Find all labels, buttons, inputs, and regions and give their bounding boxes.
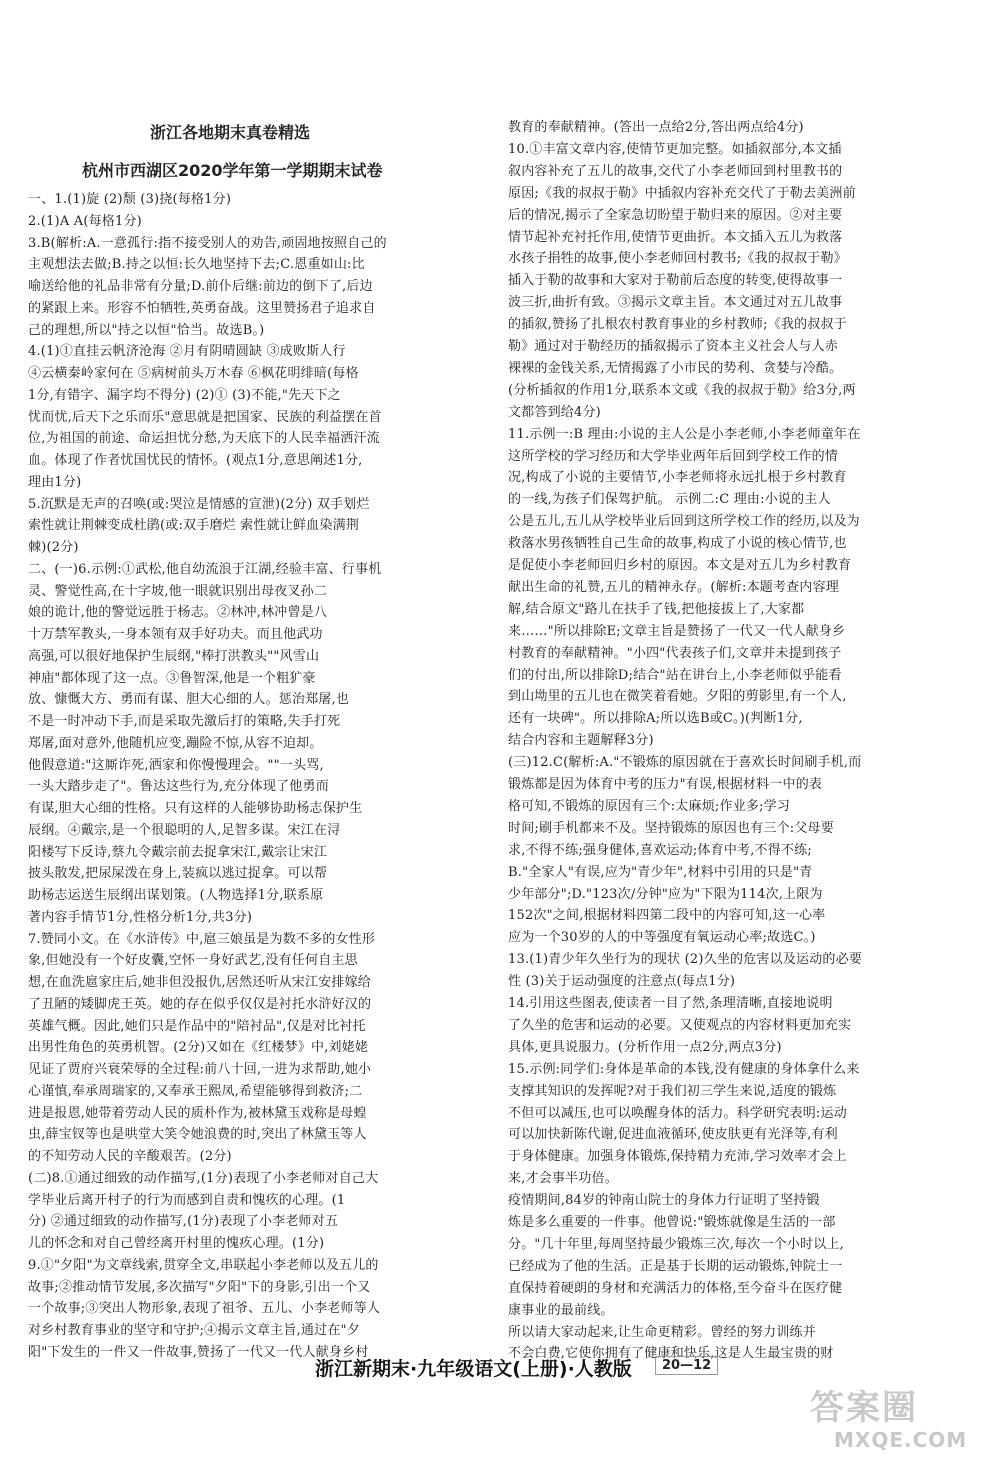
answer-line: 支撑其知识的发挥呢?对于我们初三学生来说,适度的锻炼 [508, 1083, 837, 1099]
answer-line: 来,才会事半功倍。 [508, 1171, 618, 1187]
answer-line: 波三折,曲折有致。③揭示文章主旨。本文通过对五儿故事 [508, 295, 843, 311]
answer-line: 喻送给他的礼品非常有分量;D.前仆后继:前边的倒下了,后边 [28, 279, 373, 294]
answer-line: 想,在血洗扈家庄后,她非但没报仇,居然还听从宋江安排嫁给 [28, 975, 371, 990]
answer-line: 还有一块碑"。所以排除A;所以选B或C。)(判断1分, [508, 711, 803, 727]
answer-line: 虫,薛宝钗等也是哄堂大笑令她浪费的时,突出了林黛玉等人 [28, 1127, 367, 1143]
answer-line: (二)8.①通过细致的动作描写,(1分)表现了小李老师对自己大 [28, 1170, 379, 1186]
answer-line: 进是报恩,她带着劳动人民的质朴作为,被林黛玉戏称是母蝗 [28, 1105, 367, 1121]
answer-line: 了久坐的危害和运动的必要。又使观点的内容材料更加充实 [508, 1017, 852, 1033]
answer-line: 救落水男孩牺牲自己生命的故事,构成了小说的核心情节,也 [508, 536, 847, 552]
answer-line: 分。"几十年里,每周坚持最少锻炼三次,每次一个小时以上, [508, 1236, 844, 1252]
answer-line: 村教育的奉献精神。"小四"代表孩子们,文章并未提到孩子 [508, 645, 842, 661]
answer-line: B."全家人"有误,应为"青少年",材料中引用的只是"青 [508, 864, 813, 880]
answer-line: 2.(1)A A(每格1分) [28, 213, 142, 229]
answer-line: 炼是多么重要的一件事。他曾说:"锻炼就像是生活的一部 [508, 1215, 836, 1230]
answer-line: 求,不得不练;强身健体,喜欢运动;体育中考,不得不练; [508, 842, 812, 858]
answer-line: 是促使小李老师回归乡村的原因。本文是对五儿为乡村教育 [508, 558, 852, 573]
answer-line: 出男性角色的英勇机智。(2分)又如在《红楼梦》中,刘姥姥 [28, 1040, 369, 1056]
answer-line: (三)12.C(解析:A."不锻炼的原因就在于喜欢长时间刷手机,而 [508, 755, 862, 771]
answer-line: 对乡村教育事业的坚守和守护;④揭示文章主旨,通过在"夕 [28, 1323, 360, 1338]
answer-line: 文都答到给4分) [508, 404, 601, 420]
answer-line: 后的情况,揭示了全家急切盼望于勒归来的原因。②对主要 [508, 207, 843, 223]
answer-line: 解,结合原文"路儿在扶手了钱,把他接拔上了,大家都 [508, 601, 805, 617]
answer-line: 锻炼都是因为体育中考的压力"有误,根据材料一中的表 [508, 777, 823, 792]
answer-line: 学毕业后离开村子的行为而感到自责和愧疚的心理。(1 [28, 1192, 346, 1208]
answer-line: 助杨志运送生辰纲出谋划策。(人物选择1分,联系原 [28, 888, 324, 903]
answer-line: 152次"之间,根据材料四第二段中的内容可知,这一心率 [508, 908, 826, 924]
page-number: 20—12 [655, 1356, 718, 1375]
answer-line: 不会白费,它使你拥有了健康和快乐,这是人生最宝贵的财 [508, 1346, 834, 1362]
exam-title: 杭州市西湖区2020学年第一学期期末试卷 [82, 161, 383, 180]
answer-line: 疫情期间,84岁的钟南山院士的身体力行证明了坚持锻 [508, 1193, 820, 1209]
answer-line: 15.示例:同学们:身体是革命的本钱,没有健康的身体拿什么来 [508, 1061, 860, 1077]
answer-line: 来……"所以排除E;文章主旨是赞扬了一代又一代人献身乡 [508, 623, 846, 639]
answer-line: 7.赞同小文。在《水浒传》中,扈三娘虽是为数不多的女性形 [28, 931, 376, 947]
answer-line: 阳"下发生的一件又一件故事,赞扬了一代又一代人献身乡村 [28, 1344, 369, 1360]
answer-line: 于身体健康。加强身体锻炼,保持精力充沛,学习效率才会上 [508, 1149, 847, 1165]
answer-line: 的不知劳动人民的辛酸艰苦。(2分) [28, 1149, 232, 1164]
answer-line: 时间;刷手机都来不及。坚持锻炼的原因也有三个:父母要 [508, 820, 834, 836]
answer-line: 阳楼写下反诗,蔡九令戴宗前去捉拿宋江,戴宗让宋江 [28, 844, 328, 860]
answer-line: 一个故事;③突出人物形象,表现了祖爷、五儿、小李老师等人 [28, 1301, 381, 1317]
answer-line: 见证了贾府兴衰荣辱的全过程:前八十回,一进为求帮助,她小 [28, 1062, 372, 1077]
answer-line: 直保持着硬朗的身材和充满活力的体格,至今奋斗在医疗健 [508, 1280, 843, 1296]
answer-line: 情节起补充衬托作用,使情节更曲折。本文插入五儿为救落 [508, 229, 843, 245]
watermark-logo: 答案圈 [810, 1388, 918, 1428]
answer-line: 14.引用这些图表,使读者一目了然,条理清晰,直接地说明 [508, 996, 833, 1011]
answer-line: 放、慷慨大方、勇而有谋、胆大心细的人。惩治郑屠,也 [28, 692, 350, 708]
answer-line: 叙内容补充了五儿的故事,交代了小李老师回到村里教书的 [508, 163, 843, 179]
answer-line: 二、(一)6.示例:①武松,他自幼流浪于江湖,经验丰富、行事机 [28, 561, 382, 577]
answer-line: 9.①"夕阳"为文章线索,贯穿全文,串联起小李老师以及五儿的 [28, 1257, 379, 1273]
answer-line: 具体,更具说服力。(分析作用一点2分,两点3分) [508, 1039, 782, 1055]
answer-line: 献出生命的礼赞,五儿的精神永存。(解析:本题考查内容理 [508, 579, 839, 595]
answer-line: ④云横秦岭家何在 ⑤病树前头万木春 ⑥枫花明绯暗(每格 [28, 366, 359, 381]
answer-line: 己的理想,所以"持之以恒"恰当。故选B。) [28, 322, 265, 338]
watermark [760, 1380, 980, 1460]
answer-line: 的一线,为孩子们保驾护航。 示例二:C 理由:小说的主人 [508, 492, 831, 508]
answer-line: 结合内容和主题解释3分) [508, 733, 654, 749]
answer-line: 英雄气概。因此,她们只是作品中的"陪衬品",仅是对比衬托 [28, 1018, 366, 1034]
answer-line: 理由1分) [28, 474, 82, 490]
answer-line: 们的付出,所以排除D;结合"站在讲台上,小李老师似乎能看 [508, 667, 842, 683]
answer-line: 4.(1)①直挂云帆济沧海 ②月有阴晴圆缺 ③成败斯人行 [28, 344, 346, 360]
watermark-url: MXQE.COM [834, 1428, 968, 1452]
answer-line: 插入于勒的故事和大家对于勒前后态度的转变,使得故事一 [508, 273, 843, 289]
answer-line: 这所学校的学习经历和大学毕业两年后回到学校工作的情 [508, 448, 839, 464]
answer-line: 故事;②推动情节发展,多次描写"夕阳"下的身影,引出一个又 [28, 1279, 371, 1295]
answer-line: 康事业的最前线。 [508, 1302, 614, 1318]
answer-line: 郑屠,面对意外,他随机应变,蹦险不惊,从容不迫却。 [28, 735, 323, 751]
answer-line: 3.B(解析:A.一意孤行:指不接受别人的劝告,顽固地按照自己的 [28, 235, 387, 251]
answer-line: 到山坳里的五儿也在微笑着看她。夕阳的剪影里,有一个人, [508, 689, 847, 705]
answer-line: 不是一时冲动下手,而是采取先激后打的策略,失手打死 [28, 714, 341, 729]
answer-line: 13.(1)青少年久坐行为的现状 (2)久坐的危害以及运动的必要 [508, 952, 863, 968]
answer-line: 披头散发,把尿屎泼在身上,装疯以逃过捉拿。可以帮 [28, 866, 328, 882]
answer-line: 的插叙,赞扬了扎根农村教育事业的乡村教师;《我的叔叔于 [508, 317, 847, 333]
answer-line: 1分,有错字、漏字均不得分) (2)① (3)不能,"先天下之 [28, 387, 341, 403]
answer-line: 忧而忧,后天下之乐而乐"意思就是把国家、民族的利益摆在首 [28, 409, 382, 425]
answer-line: 的紧跟上来。形容不怕牺牲,英勇奋战。这里赞扬君子追求自 [28, 300, 376, 316]
answer-line: 应为一个30岁的人的中等强度有氧运动心率;故选C。) [508, 930, 816, 946]
answer-line: 心谨慎,奉承周瑞家的,又奉承王熙凤,希望能够得到救济;二 [28, 1083, 363, 1099]
answer-line: 分) ②通过细致的动作描写,(1分)表现了小李老师对五 [28, 1214, 339, 1230]
answer-line: 性 (3)关于运动强度的注意点(每点1分) [508, 974, 736, 990]
answer-line: 不但可以减压,也可以唤醒身体的活力。科学研究表明:运动 [508, 1105, 847, 1121]
answer-line: 可以加快新陈代谢,促进血液循环,使皮肤更有光泽等,有利 [508, 1127, 838, 1143]
answer-line: 水孩子捐牲的故事,使小李老师回村教书;《我的叔叔于勒》 [508, 251, 847, 267]
answer-line: 儿的怀念和对自己曾经离开村里的愧疚心理。(1分) [28, 1236, 325, 1251]
answer-line: 勒》通过对于勒经历的插叙揭示了资本主义社会人与人赤 [508, 339, 839, 354]
answer-line: 他假意道:"这厮诈死,洒家和你慢慢理会。""一头骂, [28, 757, 324, 773]
answer-line: 有谋,胆大心细的性格。只有这样的人能够协助杨志保护生 [28, 801, 363, 816]
answer-line: 高强,可以很好地保护生辰纲,"棒打洪教头""风雪山 [28, 648, 320, 664]
answer-line: 神庙"都体现了这一点。③鲁智深,他是一个粗犷豪 [28, 670, 316, 686]
answer-line: 辰纲。④戴宗,是一个很聪明的人,足智多谋。宋江在浔 [28, 822, 341, 838]
answer-line: 公是五儿,五儿从学校毕业后回到这所学校工作的经历,以及为 [508, 514, 860, 530]
answer-line: 10.①丰富文章内容,使情节更加完整。如插叙部分,本文插 [508, 141, 842, 157]
answer-line: 少年部分";D."123次/分钟"应为"下限为114次,上限为 [508, 886, 823, 902]
answer-line: 况,构成了小说的主要情节,小李老师将永远扎根于乡村教育 [508, 470, 847, 486]
answer-line: 一头大踏步走了"。鲁达这些行为,充分体现了他勇而 [28, 779, 329, 795]
answer-line: 索性就让荆棘变成杜鹃(或:双手磨烂 索性就让鲜血染满荆 [28, 518, 359, 534]
answer-line: 原因;《我的叔叔于勒》中插叙内容补充交代了于勒去美洲前 [508, 185, 856, 201]
answer-line: 娘的诡计,他的警觉远胜于杨志。②林冲,林冲曾是八 [28, 605, 328, 621]
answer-line: 著内容手情节1分,性格分析1分,共3分) [28, 909, 253, 925]
answer-line: 一、1.(1)旋 (2)颓 (3)挠(每格1分) [28, 192, 232, 207]
answer-line: 血。体现了作者忧国忧民的情怀。(观点1分,意思阐述1分, [28, 453, 363, 468]
answer-line: 主观想法去做;B.持之以恒:长久地坚持下去;C.恩重如山:比 [28, 257, 365, 273]
answer-line: 灵、警觉性高,在十字坡,他一眼就识别出母夜叉孙二 [28, 583, 328, 599]
answer-line: 十万禁军教头,一身本领有双手好功夫。而且他武功 [28, 627, 323, 642]
answer-line: 象,但她没有一个好皮囊,空怀一身好武艺,没有任何自主思 [28, 953, 358, 969]
answer-line: 5.沉默是无声的召唤(或:哭泣是情感的宣泄)(2分) 双手划烂 [28, 496, 370, 512]
answer-line: 棘)(2分) [28, 540, 79, 555]
answer-line: 格可知,不锻炼的原因有三个:太麻烦;作业多;学习 [508, 798, 791, 814]
section-title: 浙江各地期末真卷精选 [150, 123, 311, 142]
answer-line: (分析插叙的作用1分,联系本文或《我的叔叔于勒》给3分,两 [508, 382, 856, 398]
answer-line: 位,为祖国的前途、命运担忧分愁,为天底下的人民幸福洒汗流 [28, 431, 380, 447]
answer-line: 了丑陋的矮脚虎王英。她的存在似乎仅仅是衬托水浒好汉的 [28, 996, 372, 1012]
footer-series-title: 浙江新期末·九年级语文(上册)·人教版 [315, 1358, 632, 1380]
answer-line: 裸裸的金钱关系,无情揭露了小市民的势利、贪婪与冷酷。 [508, 360, 843, 376]
page-footer [0, 1344, 1000, 1384]
answer-line: 所以请大家动起来,让生命更精彩。曾经的努力训练并 [508, 1324, 816, 1340]
answer-line: 已经成为了他的生活。正是基于长期的运动锻炼,钟院士一 [508, 1258, 843, 1274]
answer-line: 11.示例一:B 理由:小说的主人公是小李老师,小李老师童年在 [508, 426, 861, 442]
answer-line: 教育的奉献精神。(答出一点给2分,答出两点给4分) [508, 120, 804, 135]
